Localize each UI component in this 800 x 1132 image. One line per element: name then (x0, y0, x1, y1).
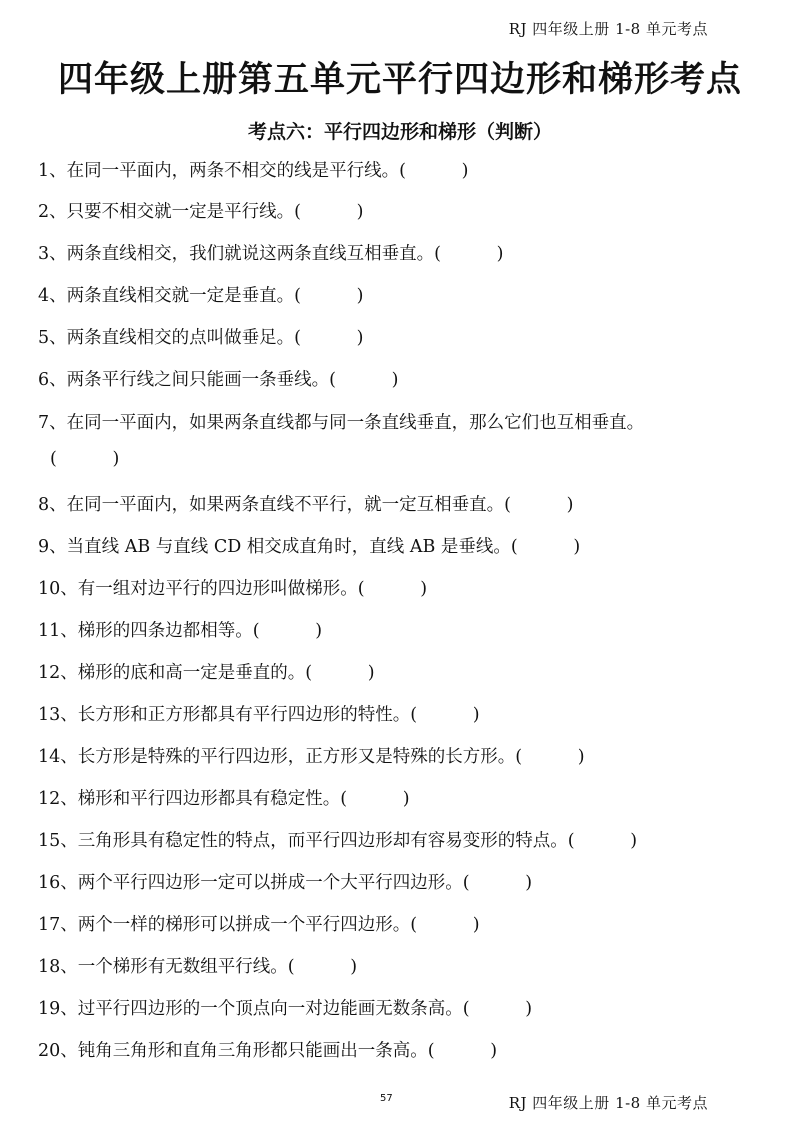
question-text: 过平行四边形的一个顶点向一对边能画无数条高。( (77, 999, 470, 1019)
question-text: 梯形的四条边都相等。( (77, 621, 260, 641)
question-item (38, 535, 580, 559)
question-item (38, 1039, 497, 1063)
question-text: 两个一样的梯形可以拼成一个平行四边形。( (77, 915, 418, 935)
question-text: 梯形的底和高一定是垂直的。( (77, 663, 313, 683)
answer-blank[interactable]: ) (347, 789, 410, 809)
question-text: 一个梯形有无数组平行线。( (77, 957, 295, 977)
question-item (38, 493, 573, 517)
question-item (38, 368, 398, 392)
question-item (38, 661, 375, 685)
question-number: 4、 (38, 286, 67, 306)
question-text: 两条直线相交，我们就说这两条直线互相垂直。( (66, 244, 441, 264)
question-text: 在同一平面内，如果两条直线都与同一条直线垂直，那么它们也互相垂直。 (66, 413, 645, 433)
question-number: 11、 (38, 621, 78, 641)
question-item (38, 703, 480, 727)
question-number: 1、 (38, 161, 67, 181)
answer-blank[interactable]: ) (405, 161, 469, 181)
question-item (38, 871, 532, 895)
question-number: 3、 (38, 244, 67, 264)
answer-blank[interactable]: ) (259, 621, 323, 641)
question-item (38, 242, 503, 266)
question-number: 20、 (38, 1041, 78, 1061)
answer-blank[interactable]: ) (510, 495, 574, 515)
answer-blank[interactable]: ) (469, 999, 533, 1019)
question-number: 17、 (38, 915, 78, 935)
answer-blank[interactable]: ) (417, 915, 480, 935)
answer-blank[interactable]: ) (440, 244, 504, 264)
question-text: 两条平行线之间只能画一条垂线。( (66, 370, 336, 390)
question-item (38, 997, 532, 1021)
question-number: 2、 (38, 202, 67, 222)
question-text: 两个平行四边形一定可以拼成一个大平行四边形。( (77, 873, 470, 893)
question-number: 15、 (38, 831, 78, 851)
answer-blank[interactable]: ) (300, 202, 364, 222)
page-number: 57 (380, 1093, 393, 1104)
answer-blank[interactable]: ) (434, 1041, 498, 1061)
question-number: 10、 (38, 579, 78, 599)
question-item (38, 326, 363, 350)
question-text: 只要不相交就一定是平行线。( (66, 202, 301, 222)
question-item (38, 159, 468, 183)
answer-blank[interactable]: ) (469, 873, 533, 893)
question-number: 6、 (38, 370, 67, 390)
question-item (38, 200, 363, 224)
question-number: 5、 (38, 328, 67, 348)
question-number: 13、 (38, 705, 78, 725)
answer-blank[interactable]: ) (300, 286, 364, 306)
question-number: 7、 (38, 413, 67, 433)
question-text: 长方形是特殊的平行四边形，正方形又是特殊的长方形。( (77, 747, 523, 767)
answer-blank[interactable]: ) (522, 747, 585, 767)
answer-blank[interactable]: ) (417, 705, 480, 725)
question-item (38, 829, 637, 853)
answer-blank[interactable]: ( ) (50, 449, 120, 469)
answer-blank[interactable]: ) (294, 957, 358, 977)
question-text: 长方形和正方形都具有平行四边形的特性。( (77, 705, 418, 725)
question-number: 18、 (38, 957, 78, 977)
question-item (38, 955, 357, 979)
answer-blank[interactable]: ) (517, 537, 581, 557)
question-number: 16、 (38, 873, 78, 893)
question-text: 三角形具有稳定性的特点，而平行四边形却有容易变形的特点。( (77, 831, 575, 851)
question-item (38, 745, 585, 769)
question-item (38, 619, 322, 643)
question-number: 9、 (38, 537, 67, 557)
question-item (38, 913, 480, 937)
answer-blank[interactable]: ) (312, 663, 375, 683)
question-item (38, 577, 427, 601)
question-text: 钝角三角形和直角三角形都只能画出一条高。( (77, 1041, 435, 1061)
question-item (38, 284, 363, 308)
question-text: 梯形和平行四边形都具有稳定性。( (77, 789, 348, 809)
question-number: 8、 (38, 495, 67, 515)
question-number: 19、 (38, 999, 78, 1019)
footer-label: RJ 四年级上册 1-8 单元考点 (508, 1094, 708, 1112)
question-number: 14、 (38, 747, 78, 767)
answer-blank[interactable]: ) (364, 579, 428, 599)
question-text: 两条直线相交的点叫做垂足。( (66, 328, 301, 348)
question-number: 12、 (38, 663, 78, 683)
question-text: 当直线 AB 与直线 CD 相交成直角时，直线 AB 是垂线。( (66, 537, 518, 557)
question-text: 两条直线相交就一定是垂直。( (66, 286, 301, 306)
question-text: 在同一平面内，两条不相交的线是平行线。( (66, 161, 406, 181)
section-title: 考点六：平行四边形和梯形（判断） (247, 121, 552, 143)
question-item (38, 411, 778, 471)
header-label: RJ 四年级上册 1-8 单元考点 (508, 20, 708, 38)
question-item (38, 787, 410, 811)
question-text: 有一组对边平行的四边形叫做梯形。( (77, 579, 365, 599)
answer-blank[interactable]: ) (574, 831, 638, 851)
question-number: 12、 (38, 789, 78, 809)
question-text: 在同一平面内，如果两条直线不平行，就一定互相垂直。( (66, 495, 511, 515)
answer-blank[interactable]: ) (335, 370, 399, 390)
answer-blank[interactable]: ) (300, 328, 364, 348)
page-title: 四年级上册第五单元平行四边形和梯形考点 (57, 59, 742, 100)
